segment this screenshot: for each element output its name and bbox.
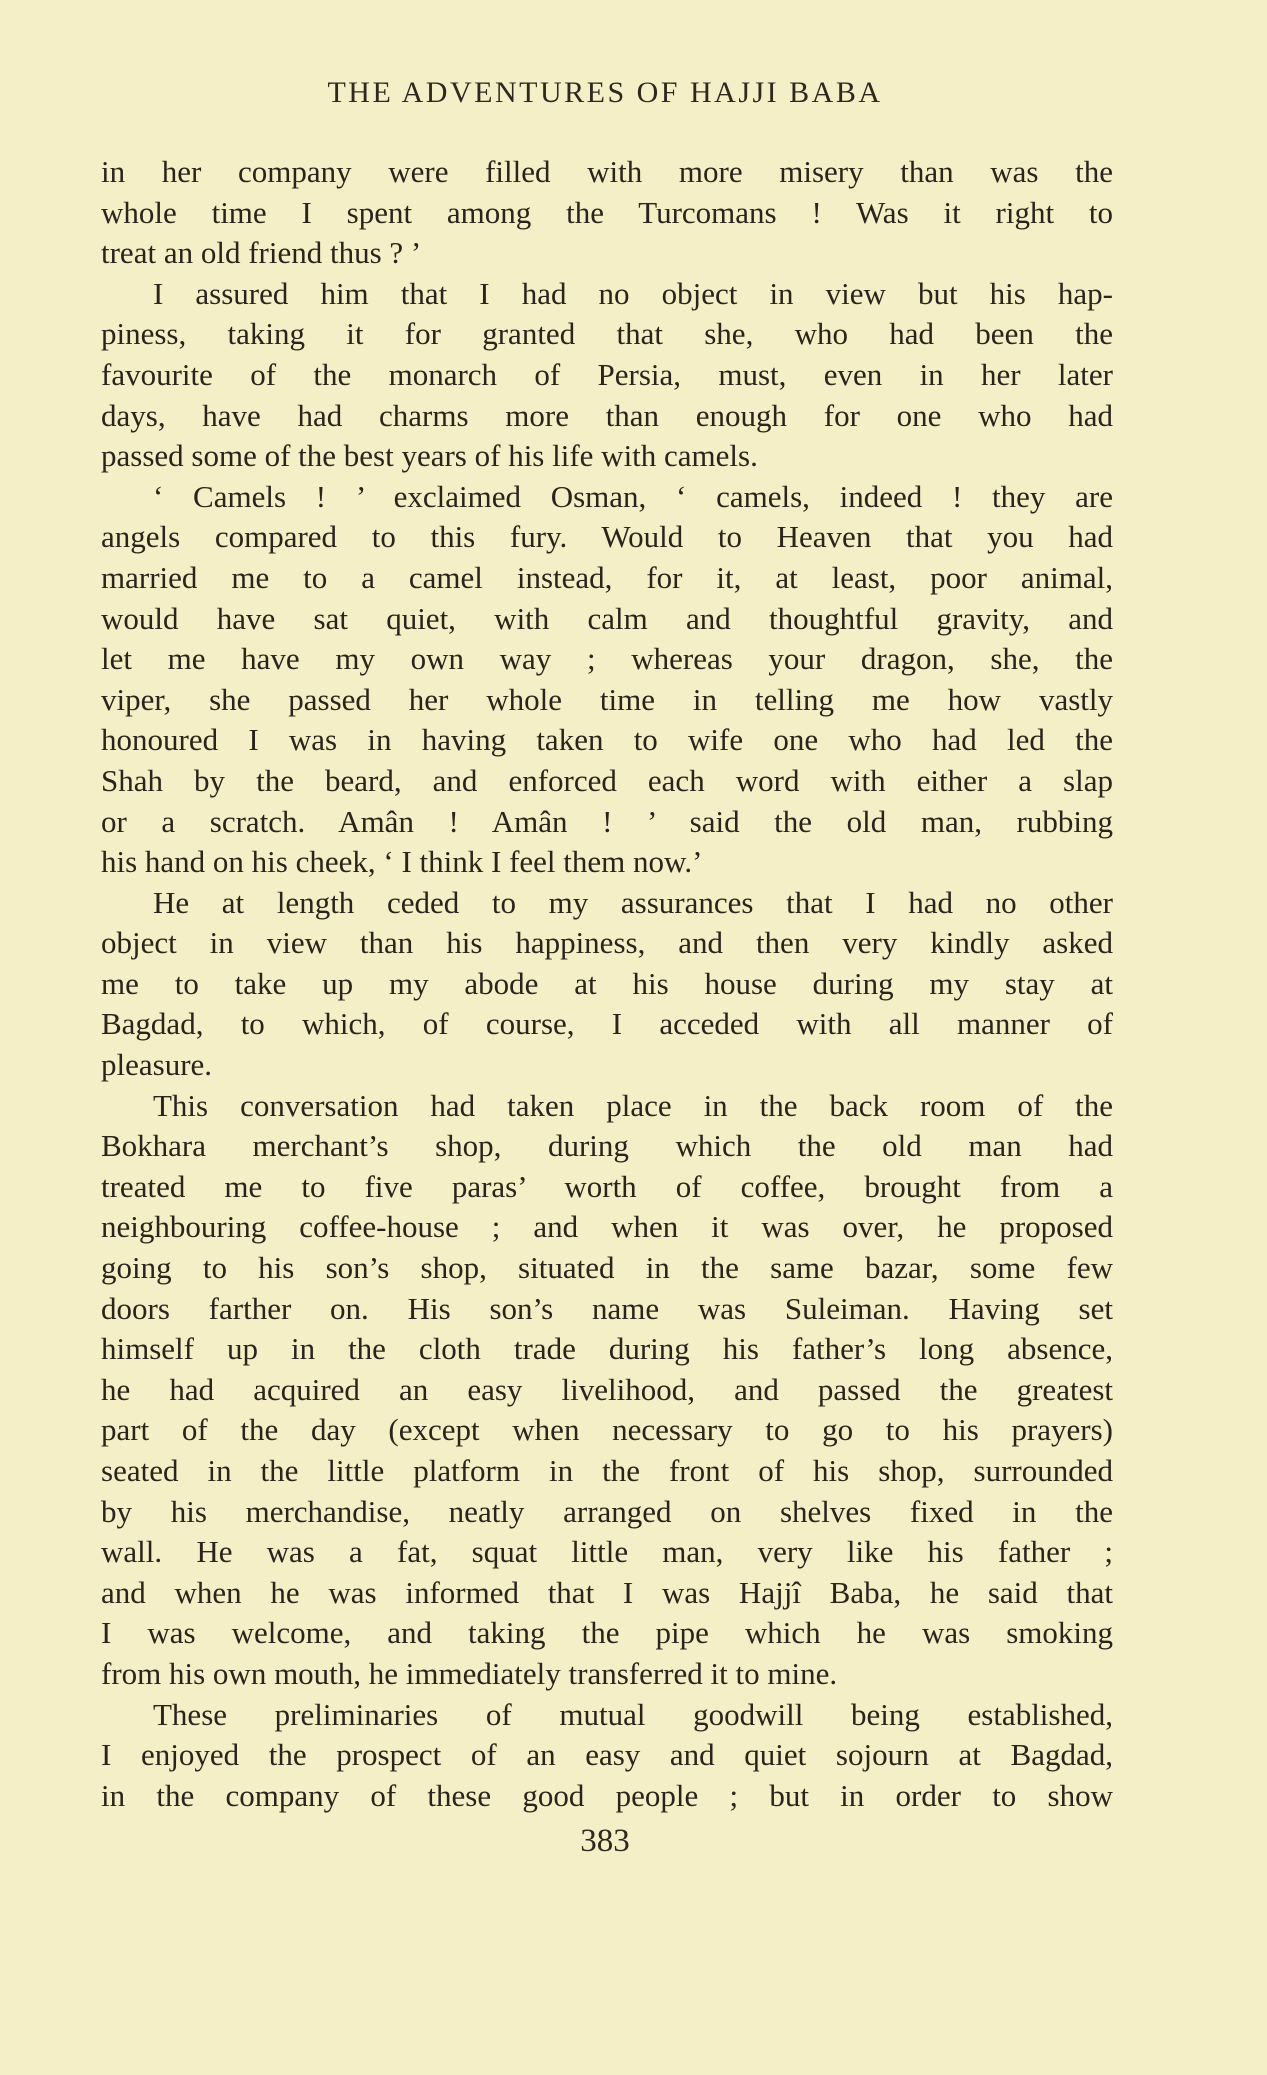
text-line: favourite of the monarch of Persia, must, even in her later [101,356,1113,392]
text-line: I assured him that I had no object in view but his hap- [153,275,1113,311]
text-line: Shah by the beard, and enforced each word with either a slap [101,762,1113,798]
text-line: whole time I spent among the Turcomans ! Was it right to [101,194,1113,230]
text-line: in her company were filled with more misery than was the [101,154,1113,189]
text-line: object in view than his happiness, and then very kindly asked [101,925,1113,961]
text-line: himself up in the cloth trade during his father’s long absence, [101,1331,1113,1367]
running-head: THE ADVENTURES OF HAJJI BABA [327,76,883,109]
text-line: let me have my own way ; whereas your dragon, she, the [101,641,1113,677]
text-line: Bagdad, to which, of course, I acceded with all manner of [101,1006,1113,1042]
text-line: or a scratch. Amân ! Amân ! ’ said the old man, rubbing [101,803,1113,839]
text-line: passed some of the best years of his life with camels. [101,438,758,474]
text-line: This conversation had taken place in the back room of the [153,1087,1113,1123]
text-line: he had acquired an easy livelihood, and passed the greatest [101,1371,1113,1407]
text-line: treated me to five paras’ worth of coffee, brought from a [101,1168,1113,1204]
text-line: treat an old friend thus ? ’ [101,235,422,271]
text-line: me to take up my abode at his house during my stay at [101,965,1113,1001]
text-line: I was welcome, and taking the pipe which he was smoking [101,1615,1113,1651]
text-line: would have sat quiet, with calm and thoughtful gravity, and [101,600,1113,636]
text-line: part of the day (except when necessary to go to his prayers) [101,1412,1113,1448]
text-line: in the company of these good people ; but in order to show [101,1777,1113,1813]
text-line: neighbouring coffee-house ; and when it was over, he proposed [101,1209,1113,1245]
text-line: his hand on his cheek, ‘ I think I feel them now.’ [101,844,703,880]
text-line: pleasure. [101,1047,213,1083]
text-line: by his merchandise, neatly arranged on shelves fixed in the [101,1493,1113,1529]
text-line: and when he was informed that I was Hajjî Baba, he said that [101,1574,1113,1610]
text-line: I enjoyed the prospect of an easy and quiet sojourn at Bagdad, [101,1737,1113,1773]
text-line: viper, she passed her whole time in telling me how vastly [101,681,1113,717]
text-line: married me to a camel instead, for it, at least, poor animal, [101,559,1113,595]
page-number: 383 [580,1823,630,1859]
text-line: ‘ Camels ! ’ exclaimed Osman, ‘ camels, indeed ! they are [153,478,1113,514]
text-line: wall. He was a fat, squat little man, very like his father ; [101,1534,1113,1570]
text-line: piness, taking it for granted that she, who had been the [101,316,1113,352]
text-line: seated in the little platform in the front of his shop, surrounded [101,1453,1113,1488]
body-text [101,152,1113,1816]
text-line: honoured I was in having taken to wife one who had led the [101,722,1113,758]
text-line: from his own mouth, he immediately transferred it to mine. [101,1655,838,1691]
text-line: angels compared to this fury. Would to Heaven that you had [101,519,1113,555]
text-line: He at length ceded to my assurances that I had no other [153,884,1113,920]
text-line: days, have had charms more than enough for one who had [101,397,1113,433]
text-line: These preliminaries of mutual goodwill being established, [153,1696,1113,1732]
text-line: Bokhara merchant’s shop, during which the old man had [101,1128,1113,1164]
text-line: doors farther on. His son’s name was Suleiman. Having set [101,1290,1113,1326]
text-line: going to his son’s shop, situated in the same bazar, some few [101,1250,1113,1286]
